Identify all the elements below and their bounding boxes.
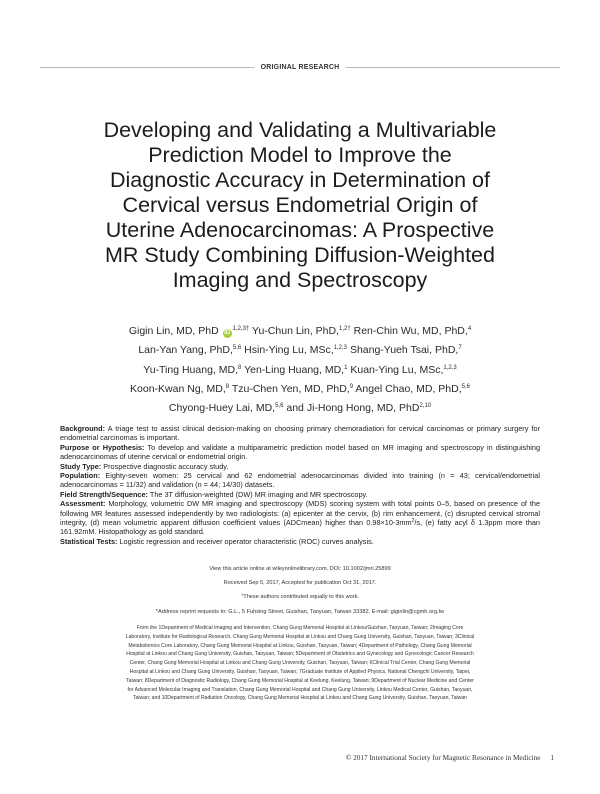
title-line: MR Study Combining Diffusion-Weighted	[105, 243, 495, 267]
affiliation-line: Laboratory, Institute for Radiological Research, Chang Gung Memorial Hospital at Linkou and Chang Gung University, Guishan, Taoyuan, Taiwan; 3Clinical	[125, 633, 475, 640]
author-name[interactable]: Angel Chao, MD, PhD,	[355, 382, 462, 395]
title-line: Cervical versus Endometrial Origin of	[122, 193, 478, 217]
affiliation-line: Taiwan; 8Department of Diagnostic Radiology, Chang Gung Memorial Hospital at Keelung, Keelung, Taiwan; 9Department of Nuclear Medicine and Center	[126, 677, 474, 684]
abstract-study-type: Study Type: Prospective diagnostic accuracy study.	[60, 461, 229, 471]
orcid-icon[interactable]: iD	[224, 330, 231, 336]
affiliation-line: Hospital at Linkou and Chang Gung University, Guishan, Taoyuan, Taiwan; 7Graduate Institute of Applied Physics, National Chengchi University, Taipei,	[129, 668, 471, 675]
title-line: Developing and Validating a Multivariable	[103, 118, 497, 142]
section-header	[40, 62, 560, 74]
author-name[interactable]: Koon-Kwan Ng, MD,	[130, 382, 226, 395]
abstract-statistical-tests: Statistical Tests: Logistic regression and receiver operator characteristic (ROC) curves analysis.	[60, 536, 374, 546]
equal-contribution-note: †These authors contributed equally to this work.	[241, 592, 359, 600]
author-name[interactable]: Chyong-Huey Lai, MD,	[168, 402, 276, 415]
author-line: Chyong-Huey Lai, MD,$^{5,6}$ and Ji-Hong Hong, MD, PhD$^{2,10}$	[168, 402, 432, 415]
title-line: Imaging and Spectroscopy	[172, 268, 428, 292]
author-line: Lan-Yan Yang, PhD,$^{5,6}$ Hsin-Ying Lu, MSc,$^{1,2,3}$ Shang-Yueh Tsai, PhD,$^7$	[138, 344, 462, 357]
author-name[interactable]: Kuan-Ying Lu, MSc,	[350, 363, 444, 376]
title-line: Diagnostic Accuracy in Determination of	[109, 168, 490, 192]
affiliation-line: Center, Chang Gung Memorial Hospital at Linkou and Chang Gung University, Guishan, Taoyuan, Taiwan; 6Clinical Trial Center, Chang Gung Memorial	[129, 660, 471, 667]
article-title	[40, 118, 560, 293]
article-type-label: ORIGINAL RESEARCH	[255, 62, 346, 74]
title-line: Uterine Adenocarcinomas: A Prospective	[105, 218, 495, 242]
author-name[interactable]: Shang-Yueh Tsai, PhD,	[349, 344, 459, 357]
title-line: Prediction Model to Improve the	[148, 143, 452, 167]
affiliations	[40, 624, 560, 703]
copyright-notice: © 2017 International Society for Magnetic Resonance in Medicine	[345, 753, 541, 762]
author-line: Gigin Lin, MD, PhD $iD^{1,2,3\dagger}$ Yu-Chun Lin, PhD,$^{1,2\dagger}$ Ren-Chin Wu, MD, PhD,$^4$	[128, 325, 472, 337]
affiliation-line: Metabolomics Core Laboratory, Chang Gung Memorial Hospital at Linkou, Guishan, Taoyuan, Taiwan; 4Department of Pathology, Chang Gung Memorial	[128, 642, 472, 649]
abstract-background: Background: A triage test to assist clinical decision-making on choosing primary chemoradiation for cervical carcinomas or primary surgery for endometrial carcinomas is important.	[60, 424, 541, 443]
page-footer	[346, 753, 554, 762]
abstract-assessment: Assessment: Morphology, volumetric DW MR imaging and spectroscopy (MDS) scoring system with total points 0–5, based on presence of the following MR features assessed independently by two radiologists: (a) epicenter at the cervix, (b) rim enhancement, (c) disrupted cervical stromal integrity, (d) mean volumetric apparent diffusion coefficient values (ADCmean) higher than $0.98\times 10-3mm^2/s$, (e) fatty acyl δ 1.3ppm more than 161.92mM. Histopathology as gold standard.	[60, 499, 541, 537]
author-name[interactable]: Tzu-Chen Yen, MD, PhD,	[231, 382, 350, 395]
doi-note[interactable]: View this article online at wileyonlinelibrary.com. DOI: 10.1002/jmri.25899	[209, 566, 391, 572]
abstract-population: Population: Eighty-seven women: 25 cervical and 62 endometrial adenocarcinomas divided into training (n = 43; cervical/endometrial adenocarcinomas = 11/32) and validation (n = 44; 14/30) datasets.	[60, 471, 540, 490]
affiliation-line: for Advanced Molecular Imaging and Translation, Chang Gung Memorial Hospital and Chang Gung University, Linkou Medical Center, Guishan, Taoyuan,	[127, 686, 473, 693]
author-name[interactable]: Yu-Ting Huang, MD,	[143, 363, 239, 376]
abstract	[60, 424, 540, 546]
author-name[interactable]: Ji-Hong Hong, MD, PhD	[306, 402, 420, 415]
abstract-purpose: Purpose or Hypothesis: To develop and validate a multiparametric prediction model based on MR imaging and spectroscopy in distinguishing adenocarcinomas of uterine cervical or endometrial origin.	[60, 442, 541, 462]
author-name[interactable]: Hsin-Ying Lu, MSc,	[244, 344, 334, 357]
author-conjunction: and	[286, 402, 304, 415]
page-number: 1	[550, 753, 554, 762]
author-name[interactable]: Lan-Yan Yang, PhD,	[138, 344, 233, 357]
author-name[interactable]: Ren-Chin Wu, MD, PhD,	[353, 325, 468, 337]
author-name[interactable]: Yu-Chun Lin, PhD,	[252, 325, 340, 337]
author-name[interactable]: Yen-Ling Huang, MD,	[244, 363, 345, 376]
author-line: Yu-Ting Huang, MD,$^8$ Yen-Ling Huang, MD,$^1$ Kuan-Ying Lu, MSc,$^{1,2,3}$	[143, 363, 457, 376]
author-name[interactable]: Gigin Lin, MD, PhD	[128, 325, 219, 337]
affiliation-line: Hospital at Linkou and Chang Gung University, Guishan, Taoyuan, Taiwan; 5Department of Obstetrics and Gynecology and Gynecologic Cancer Research	[126, 651, 474, 658]
author-line: Koon-Kwan Ng, MD,$^8$ Tzu-Chen Yen, MD, PhD,$^9$ Angel Chao, MD, PhD,$^{5,6}$	[130, 382, 470, 395]
abstract-field-strength: Field Strength/Sequence: The 3T diffusion-weighted (DW) MR imaging and MR spectroscopy.	[60, 489, 368, 499]
affiliation-line: Taiwan; and 10Department of Radiation Oncology, Chang Gung Memorial Hospital at Linkou and Chang Gung University, Guishan, Taoyuan, Taiwan	[132, 695, 468, 702]
author-list	[40, 322, 560, 418]
correspondence-address: *Address reprint requests to: G.L., 5 Fuhsing Street, Guishan, Taoyuan, Taiwan 33382. E-mail: giginlin@cgmh.org.tw	[155, 609, 445, 615]
affiliation-line: From the 1Department of Medical Imaging and Intervention, Chang Gung Memorial Hospital at Linkou/Guishan, Taoyuan, Taiwan; 2Imaging Core	[136, 625, 464, 631]
received-note: Received Sep 5, 2017, Accepted for publication Oct 31, 2017.	[223, 580, 377, 586]
